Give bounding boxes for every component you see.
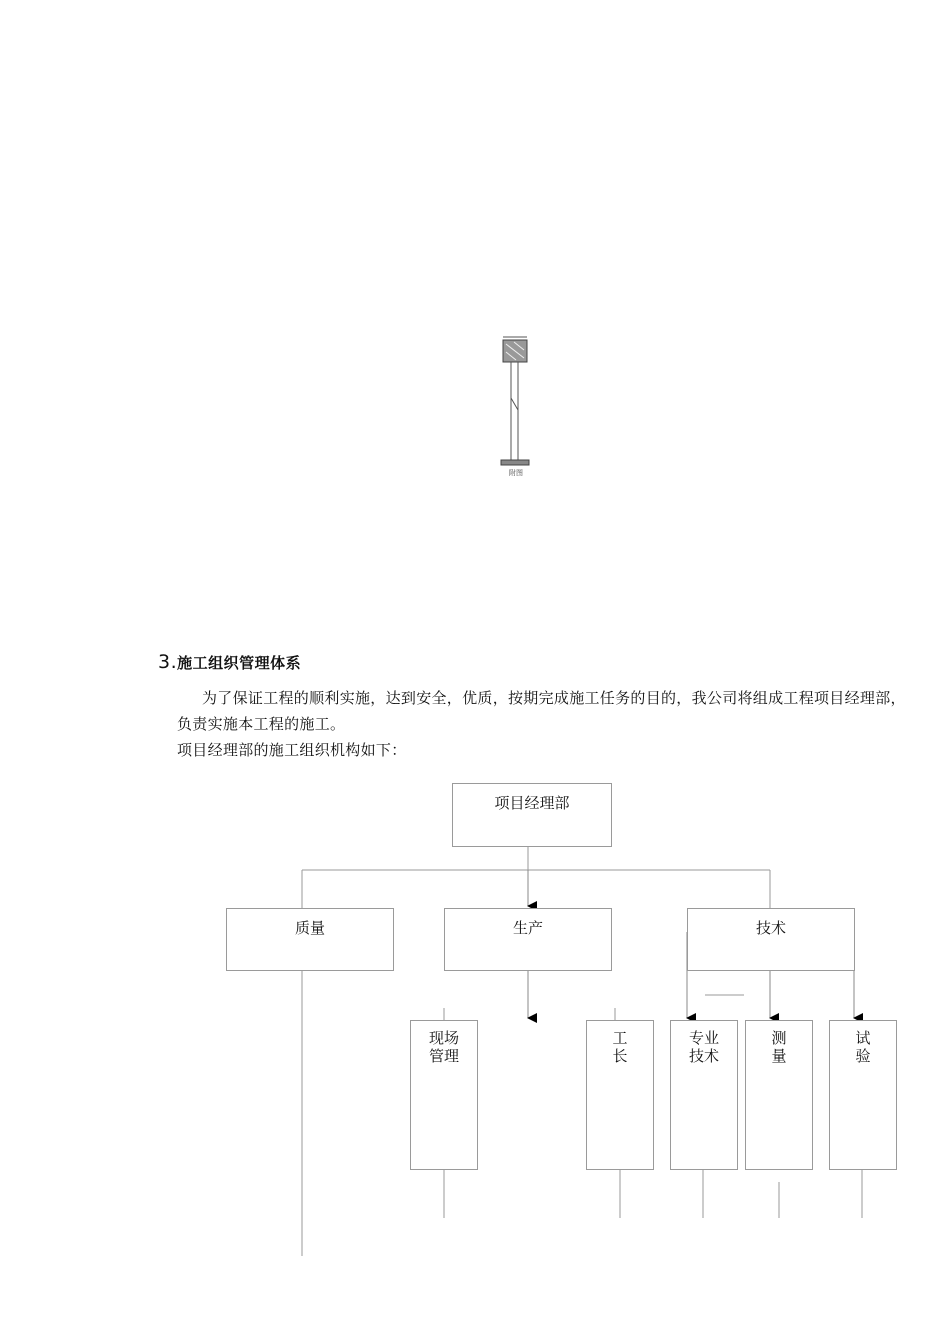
- org-node-label: 生产: [512, 919, 543, 937]
- section-title: 施工组织管理体系: [177, 654, 302, 672]
- drawing-caption: 附图: [509, 469, 523, 477]
- org-node-label-line1: 工: [612, 1029, 628, 1047]
- org-node-label-line2: 技术: [688, 1047, 719, 1065]
- org-node-testing: [829, 1020, 897, 1170]
- org-node-label-line2: 验: [855, 1047, 871, 1065]
- org-node-label-line1: 试: [855, 1029, 871, 1047]
- org-node-label-line2: 长: [612, 1047, 628, 1065]
- org-node-site-management: [410, 1020, 478, 1170]
- org-node-label: 技术: [755, 919, 786, 937]
- org-node-foreman: [586, 1020, 654, 1170]
- org-node-project-dept: [452, 783, 612, 847]
- org-node-technical: [687, 908, 855, 971]
- org-node-quality: [226, 908, 394, 971]
- org-node-label-line2: 量: [771, 1047, 787, 1065]
- section-number: 3.: [158, 651, 178, 673]
- intro-paragraph: 为了保证工程的顺利实施，达到安全，优质，按期完成施工任务的目的，我公司将组成工程项目经理部，负责实施本工程的施工。: [177, 689, 906, 733]
- org-node-label-line1: 现场: [428, 1029, 459, 1047]
- org-intro-paragraph: 项目经理部的施工组织机构如下：: [177, 741, 407, 759]
- org-node-label-line2: 管理: [428, 1047, 459, 1065]
- org-node-label: 质量: [294, 919, 325, 937]
- org-node-label: 项目经理部: [494, 794, 570, 812]
- org-node-production: [444, 908, 612, 971]
- org-node-professional-tech: [670, 1020, 738, 1170]
- org-node-survey: [745, 1020, 813, 1170]
- org-node-label-line1: 专业: [688, 1029, 719, 1047]
- org-node-label-line1: 测: [771, 1029, 787, 1047]
